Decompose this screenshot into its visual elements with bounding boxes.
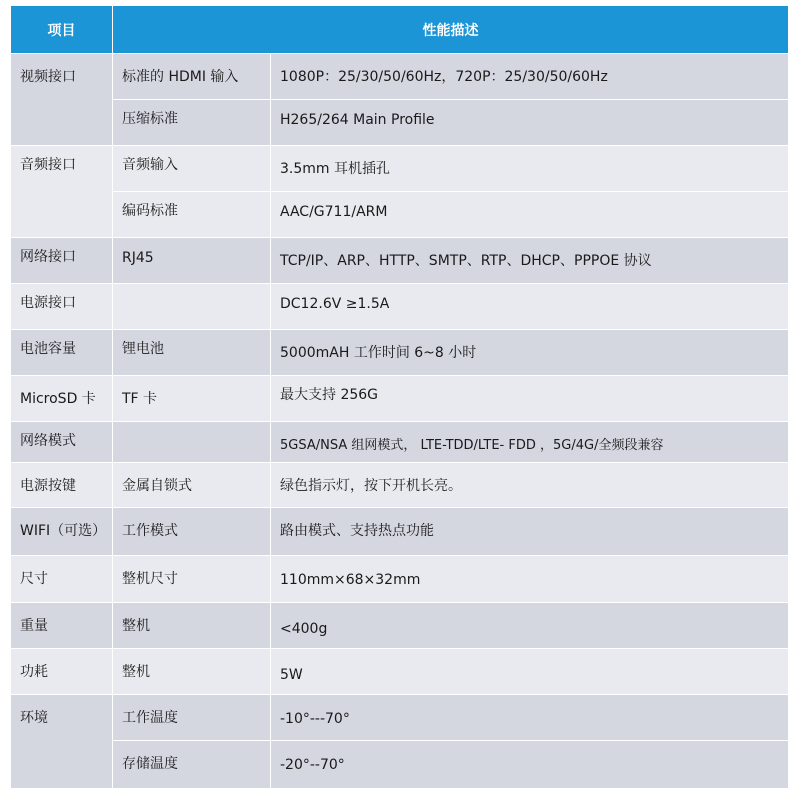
sub-cell [113, 284, 271, 330]
category-cell: 环境 [11, 695, 113, 789]
value-cell: 110mm×68×32mm [271, 556, 789, 603]
category-cell: 电源接口 [11, 284, 113, 330]
category-cell: MicroSD 卡 [11, 376, 113, 422]
table-header-row [11, 6, 789, 54]
table-row [11, 603, 789, 649]
value-cell: 1080P：25/30/50/60Hz，720P：25/30/50/60Hz [271, 54, 789, 100]
sub-cell: 工作温度 [113, 695, 271, 741]
header-desc: 性能描述 [113, 6, 789, 54]
value-cell: AAC/G711/ARM [271, 192, 789, 238]
value-cell: 5W [271, 649, 789, 695]
header-item: 项目 [11, 6, 113, 54]
category-cell: 音频接口 [11, 146, 113, 238]
value-cell: 5GSA/NSA 组网模式， LTE-TDD/LTE- FDD ，5G/4G/全频段兼容 [271, 422, 789, 468]
value-cell: 3.5mm 耳机插孔 [271, 146, 789, 192]
category-cell: 视频接口 [11, 54, 113, 146]
value-cell: DC12.6V ≥1.5A [271, 284, 789, 330]
value-cell: TCP/IP、ARP、HTTP、SMTP、RTP、DHCP、PPPOE 协议 [271, 238, 789, 284]
table-row [11, 376, 789, 422]
category-cell: 网络模式 [11, 422, 113, 468]
sub-cell: 压缩标准 [113, 100, 271, 146]
sub-cell: TF 卡 [113, 376, 271, 422]
category-cell: 网络接口 [11, 238, 113, 284]
table-row [11, 330, 789, 376]
table-row [11, 695, 789, 741]
spec-table-upper [10, 5, 789, 468]
value-cell: 绿色指示灯，按下开机长亮。 [271, 463, 789, 508]
table-row [11, 238, 789, 284]
sub-cell: 音频输入 [113, 146, 271, 192]
sub-cell: 整机尺寸 [113, 556, 271, 603]
sub-cell: 锂电池 [113, 330, 271, 376]
value-cell: 最大支持 256G [271, 376, 789, 422]
table-row [11, 508, 789, 556]
table-row [11, 192, 789, 238]
category-cell: WIFI（可选） [11, 508, 113, 556]
table-row [11, 463, 789, 508]
category-cell: 尺寸 [11, 556, 113, 603]
sub-cell: 整机 [113, 603, 271, 649]
sub-cell: 编码标准 [113, 192, 271, 238]
sub-cell: 工作模式 [113, 508, 271, 556]
value-cell: 5000mAH 工作时间 6~8 小时 [271, 330, 789, 376]
value-cell: 路由模式、支持热点功能 [271, 508, 789, 556]
table-row [11, 54, 789, 100]
category-cell: 电源按键 [11, 463, 113, 508]
sub-cell: 金属自锁式 [113, 463, 271, 508]
table-row [11, 422, 789, 468]
table-row [11, 649, 789, 695]
value-cell: H265/264 Main Profile [271, 100, 789, 146]
table-row [11, 100, 789, 146]
sub-cell: 整机 [113, 649, 271, 695]
category-cell: 功耗 [11, 649, 113, 695]
category-cell: 电池容量 [11, 330, 113, 376]
table-row [11, 741, 789, 789]
sub-cell: 标准的 HDMI 输入 [113, 54, 271, 100]
category-cell: 重量 [11, 603, 113, 649]
table-row [11, 146, 789, 192]
table-row [11, 284, 789, 330]
value-cell: -20°--70° [271, 741, 789, 789]
sub-cell [113, 422, 271, 468]
table-row [11, 556, 789, 603]
value-cell: <400g [271, 603, 789, 649]
sub-cell: 存储温度 [113, 741, 271, 789]
spec-table-lower [10, 462, 789, 789]
value-cell: -10°---70° [271, 695, 789, 741]
sub-cell: RJ45 [113, 238, 271, 284]
